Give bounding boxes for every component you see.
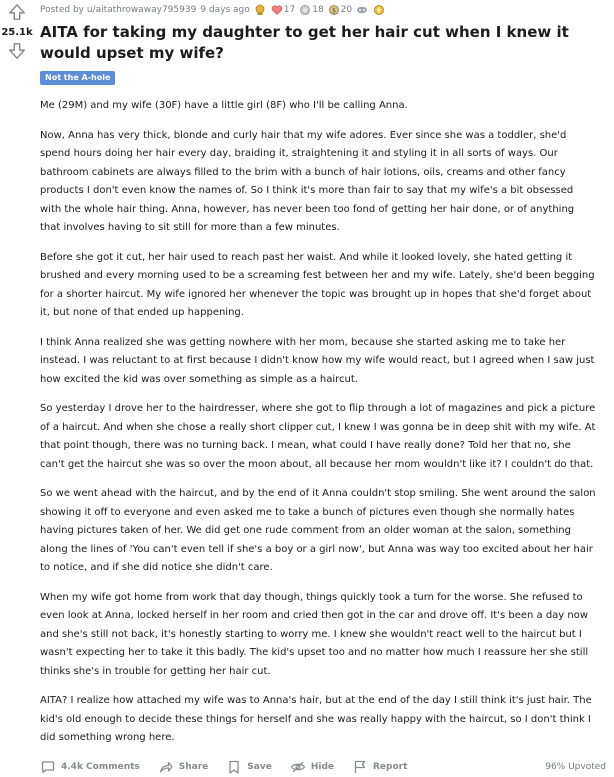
post-actions-bar <box>40 757 606 777</box>
body-paragraph: So we went ahead with the haircut, and by the end of it Anna couldn't stop smiling. She went around the salon showing it off to everyone and even asked me to take a bunch of pictures even though she normally hates having pictures taken of her. We did get one rude comment from an older woman at the salon, something along the lines of 'You can't even tell if she's a boy or a girl now', but Anna was way too excited about her hair to notice, and if she did notice she didn't care. <box>40 488 596 573</box>
award-gem[interactable] <box>373 4 386 16</box>
vote-column <box>0 0 34 60</box>
post-title[interactable]: AITA for taking my daughter to get her hair cut when I knew it would upset my wife? <box>40 23 569 62</box>
gem-award-icon <box>373 4 385 16</box>
save-button[interactable] <box>226 759 272 775</box>
share-button[interactable] <box>158 759 209 775</box>
post-body <box>40 97 596 759</box>
body-paragraph: Now, Anna has very thick, blonde and curly hair that my wife adores. Ever since she was a toddler, she'd spend hours doing her hair every day, braiding it, straightening it and styling it in all sorts of ways. Our bathroom cabinets are always filled to the brim with a bunch of hair lotions, oils, creams and other fancy products I don't even know the names of. So I think it's more than fair to say that my wife's a bit obsessed with the whole hair thing. Anna, however, has never been too fond of getting her hair done, or of anything that involves having to sit still for more than a few minutes. <box>40 129 575 233</box>
upvoted-percentage: 96% Upvoted <box>545 762 606 772</box>
hide-eye-icon <box>290 759 306 775</box>
coin-award-icon <box>328 4 340 16</box>
bookmark-icon <box>226 759 242 775</box>
award-coin[interactable]: $ 20 <box>328 4 352 16</box>
body-paragraph: Me (29M) and my wife (30F) have a little girl (8F) who I'll be calling Anna. <box>40 100 408 111</box>
save-label: Save <box>247 762 272 772</box>
author-line[interactable]: Posted by u/aitathrowaway795939 <box>40 5 197 15</box>
post-flair[interactable]: Not the A-hole <box>40 71 115 85</box>
body-paragraph: Before she got it cut, her hair used to reach past her waist. And while it looked lovely, she hated getting it brushed and every morning used to be a screaming fest between her and my wife. Lately, she'd been begging for a shorter haircut. My wife ignored her whenever the topic was brought up in hopes that she'd forget about it, but none of that ended up happening. <box>40 251 595 318</box>
svg-text:$: $ <box>331 7 336 15</box>
body-paragraph: AITA? I realize how attached my wife was to Anna's hair, but at the end of the day I still think it's just hair. The kid's old enough to decide these things for herself and she was really happy with the haircut, so I don't think I did something wrong here. <box>40 695 592 743</box>
report-button[interactable] <box>352 759 407 775</box>
comments-label: 4.4k Comments <box>61 762 140 772</box>
share-icon <box>158 759 174 775</box>
award-silver[interactable]: 18 <box>299 4 323 16</box>
body-paragraph: I think Anna realized she was getting nowhere with her mom, because she started asking me to take her instead. I was reluctant to at first because I didn't know how my wife would react, but I agreed when I saw just how excited the kid was over something as simple as a haircut. <box>40 336 595 385</box>
share-label: Share <box>178 762 209 772</box>
comment-icon <box>40 759 56 775</box>
vote-score: 25.1k <box>1 27 33 38</box>
gold-award-icon <box>254 4 266 16</box>
rocket-award-icon <box>356 4 368 16</box>
upvote-arrow-icon[interactable] <box>8 3 26 21</box>
post-age: 9 days ago <box>200 5 250 15</box>
flag-icon <box>352 759 368 775</box>
award-rocket[interactable] <box>356 4 369 16</box>
silver-award-icon <box>299 4 311 16</box>
hide-button[interactable] <box>290 759 334 775</box>
comments-button[interactable] <box>40 759 140 775</box>
award-heart[interactable]: 17 <box>271 4 295 16</box>
report-label: Report <box>373 762 408 772</box>
award-gold[interactable] <box>254 4 267 16</box>
body-paragraph: So yesterday I drove her to the hairdresser, where she got to flip through a lot of magazines and pick a picture of a haircut. And when she chose a really short clipper cut, I knew I was gonna be in deep shit with my wife. At that point though, there was no turning back. I mean, what could I have really done? Told her that no, she can't get the haircut she was so over the moon about, all because her mom wouldn't like it? I couldn't do that. <box>40 403 596 470</box>
downvote-arrow-icon[interactable] <box>8 42 26 60</box>
heart-award-icon <box>271 4 283 16</box>
post-meta <box>40 3 386 17</box>
body-paragraph: When my wife got home from work that day though, things quickly took a turn for the worse. She refused to even look at Anna, locked herself in her room and cried then got in the car and drove off. It's been a day now and she's still not back, it's honestly starting to worry me. I knew she wouldn't react well to the haircut but I wasn't expecting her to take it this badly. The kid's upset too and no matter how much I reassure her she still thinks she's in trouble for getting her hair cut. <box>40 591 589 677</box>
hide-label: Hide <box>310 762 334 772</box>
